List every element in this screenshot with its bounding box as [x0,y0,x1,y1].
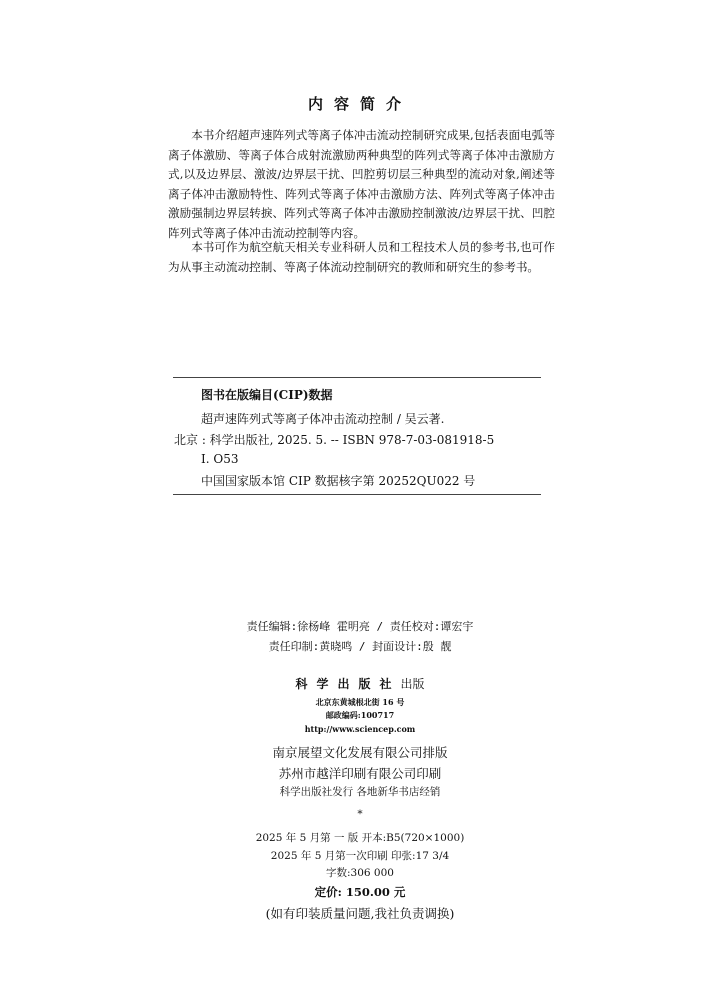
publisher-name-logo: 科学出版社 [295,677,401,691]
credits-printing-design: 责任印制:黄晓鸣 / 封面设计:殷 靓 [268,640,452,653]
word-count-line: 字数:306 000 [326,867,394,879]
publisher-line [0,675,720,692]
cip-publication-line: 北京 : 科学出版社, 2025. 5. -- ISBN 978-7-03-081918-5 [174,433,495,447]
printing-line: 2025 年 5 月第一次印刷 印张:17 3/4 [270,850,450,862]
cip-classification-line: Ⅰ. O53 [201,452,239,466]
distribution-line: 科学出版社发行 各地新华书店经销 [279,786,441,798]
cip-heading: 图书在版编目(CIP)数据 [201,388,333,402]
cip-top-divider [173,377,541,378]
edition-line: 2025 年 5 月第 一 版 开本:B5(720×1000) [255,832,465,844]
publisher-postcode: 邮政编码:100717 [325,710,395,720]
typesetter-line: 南京展望文化发展有限公司排版 [272,745,448,760]
publisher-website: http://www.sciencep.com [304,724,416,734]
separator-star: * [357,808,363,820]
page-title: 内容简介 [307,95,412,113]
cip-title-line: 超声速阵列式等离子体冲击流动控制 / 吴云著. [201,412,445,426]
cip-bottom-divider [173,494,541,495]
publisher-address: 北京东黄城根北街 16 号 [315,697,405,707]
printer-line: 苏州市越洋印刷有限公司印刷 [278,766,442,781]
quality-note: (如有印装质量问题,我社负责调换) [265,906,455,921]
intro-paragraph-1: 本书介绍超声速阵列式等离子体冲击流动控制研究成果,包括表面电弧等离子体激励、等离子体合成射流激励两种典型的阵列式等离子体冲击激励方式,以及边界层、激波/边界层干扰、凹腔剪切层三种典型的流动对象,阐述等离子体冲击激励特性、阵列式等离子体冲击激励方法、阵列式等离子体冲击激励强制边界层转捩、阵列式等离子体冲击激励控制激波/边界层干扰、凹腔阵列式等离子体冲击流动控制等内容。 [168,128,555,240]
credits-editors: 责任编辑:徐杨峰 霍明亮 / 责任校对:谭宏宇 [246,620,474,633]
price-line: 定价: 150.00 元 [314,885,406,899]
intro-paragraph-2: 本书可作为航空航天相关专业科研人员和工程技术人员的参考书,也可作为从事主动流动控制、等离子体流动控制研究的教师和研究生的参考书。 [168,240,555,274]
publisher-suffix: 出版 [400,677,425,691]
cip-record-line: 中国国家版本馆 CIP 数据核字第 20252QU022 号 [201,474,476,488]
